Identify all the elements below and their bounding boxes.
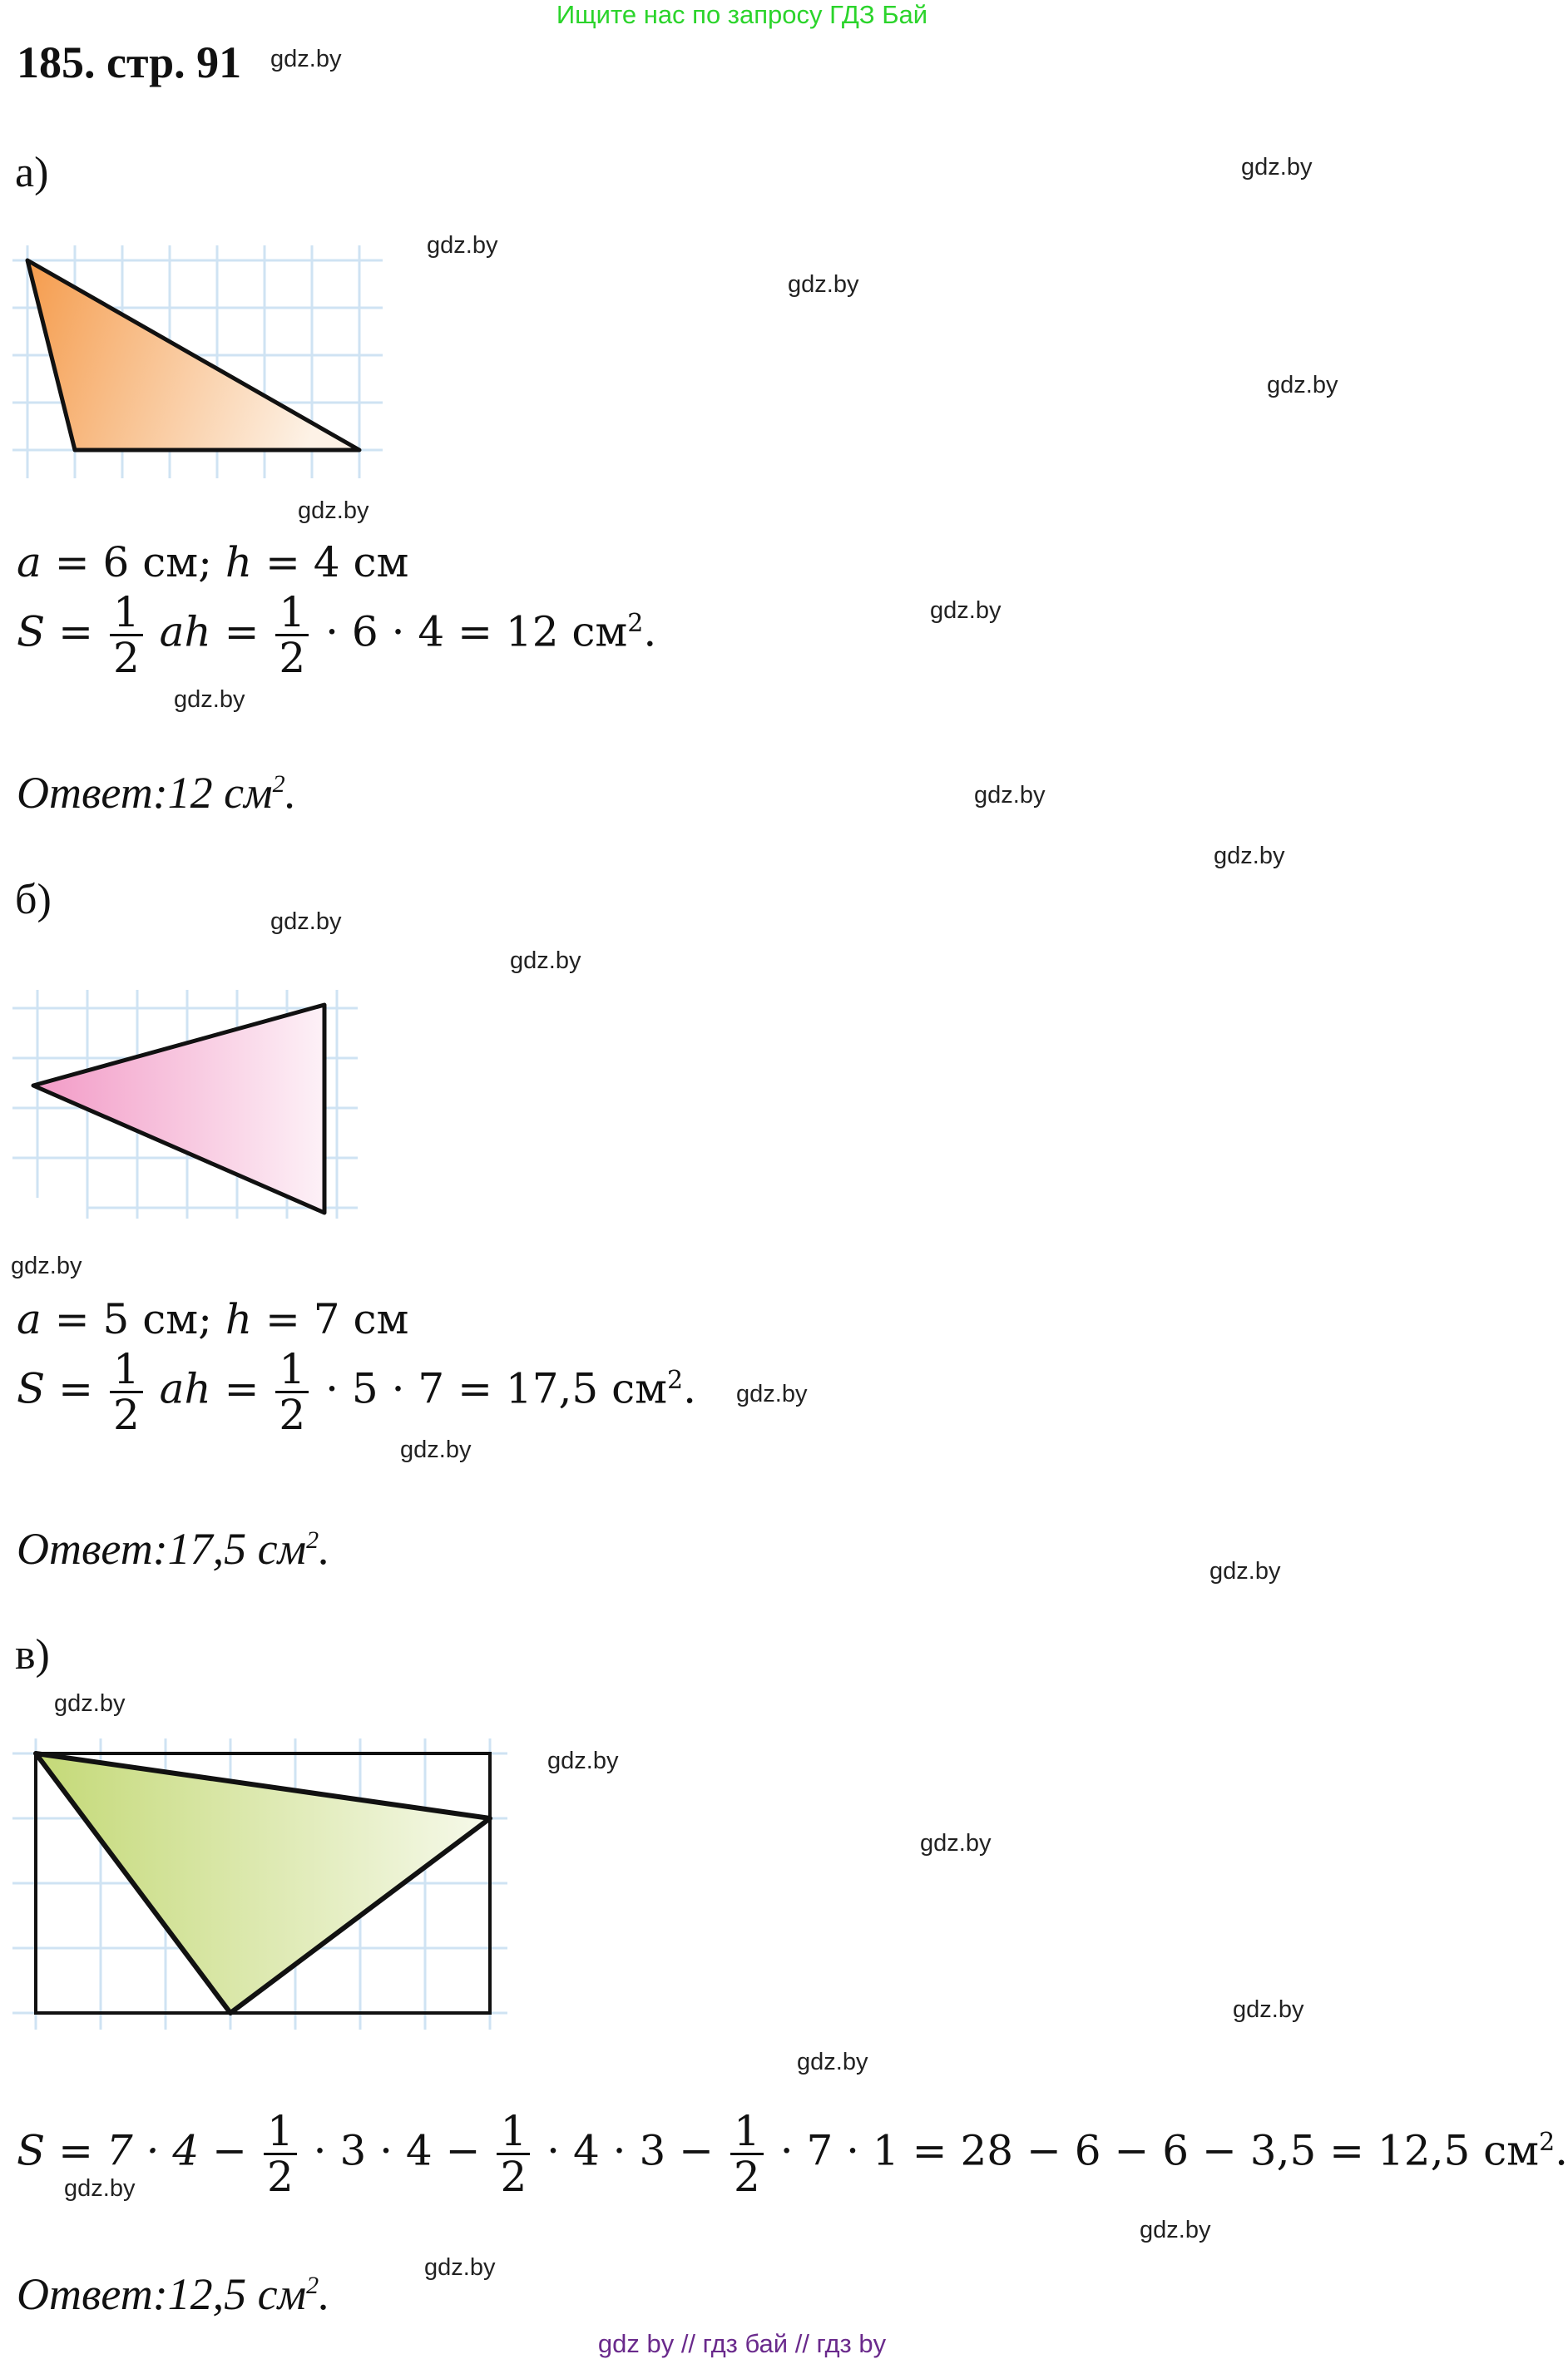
fraction: $\frac{1}{2}$ — [730, 2109, 764, 2198]
part-b-label: б) — [15, 876, 52, 923]
value-h: = 7 см — [265, 1295, 409, 1343]
page-title: 185. стр. 91 — [17, 37, 242, 87]
top-banner: Ищите нас по запросу ГДЗ Бай — [556, 0, 928, 29]
var-h: h — [225, 538, 253, 586]
watermark: gdz.by — [920, 1830, 992, 1857]
formula-a: S = $\frac{1}{2}$ ah = $\frac{1}{2}$ · 6 · 4 = 12 $см^2$. — [17, 588, 657, 682]
part-c-label: в) — [15, 1631, 50, 1679]
watermark: gdz.by — [1267, 372, 1338, 398]
watermark: gdz.by — [510, 947, 581, 974]
value-a: = 5 см; — [54, 1295, 212, 1343]
watermark: gdz.by — [547, 1748, 619, 1774]
answer-a: Ответ:12 $см^2$. — [17, 768, 297, 818]
part-a-label: а) — [15, 149, 49, 196]
watermark: gdz.by — [736, 1381, 808, 1407]
figure-c-rectangle-triangle — [12, 1738, 512, 2038]
watermark: gdz.by — [797, 2049, 868, 2075]
figure-a-triangle — [12, 245, 395, 487]
watermark: gdz.by — [1214, 843, 1285, 869]
value-a: = 6 см; — [54, 538, 212, 586]
formula-c: S = 7 · 4 − $\frac{1}{2}$ · 3 · 4 − $\frac{1}{2}$ · 4 · 3 − $\frac{1}{2}$ · 7 · 1 = 28 − 6 − 6 − 3,5 = 12,5 $см^2$. — [17, 2107, 1568, 2201]
formula-lhs: S = — [17, 607, 94, 656]
given-a — [17, 537, 408, 587]
var-a: a — [17, 538, 42, 586]
watermark: gdz.by — [11, 1253, 82, 1279]
watermark: gdz.by — [930, 597, 1002, 624]
watermark: gdz.by — [1140, 2217, 1211, 2243]
watermark: gdz.by — [54, 1690, 126, 1717]
var-a: a — [17, 1295, 42, 1343]
formula-term: · 3 · 4 − — [313, 2126, 481, 2175]
watermark: gdz.by — [298, 497, 369, 524]
fraction: $\frac{1}{2}$ — [264, 2109, 297, 2198]
formula-term: · 4 · 3 − — [547, 2126, 715, 2175]
watermark: gdz.by — [424, 2254, 496, 2281]
watermark: gdz.by — [400, 1437, 472, 1463]
figure-b-triangle — [12, 990, 370, 1231]
fraction: $\frac{1}{2}$ — [110, 591, 143, 680]
watermark: gdz.by — [427, 232, 498, 259]
answer-b: Ответ:17,5 $см^2$. — [17, 1524, 330, 1574]
footer-links[interactable]: gdz by // гдз бай // гдз by — [597, 2329, 887, 2358]
fraction: $\frac{1}{2}$ — [497, 2109, 530, 2198]
fraction: $\frac{1}{2}$ — [275, 1348, 309, 1437]
watermark: gdz.by — [1233, 1996, 1304, 2023]
watermark: gdz.by — [174, 686, 245, 713]
value-h: = 4 см — [265, 538, 409, 586]
watermark: gdz.by — [270, 908, 342, 935]
formula-lhs: S = 7 · 4 − — [17, 2126, 248, 2175]
formula-b: S = $\frac{1}{2}$ ah = $\frac{1}{2}$ · 5 · 7 = 17,5 $см^2$. — [17, 1345, 696, 1439]
watermark: gdz.by — [1241, 154, 1313, 181]
formula-mid: ah = — [159, 607, 260, 656]
watermark: gdz.by — [1209, 1558, 1281, 1585]
formula-rest: · 6 · 4 = 12 см — [325, 607, 628, 656]
formula-mid: ah = — [159, 1364, 260, 1413]
fraction: $\frac{1}{2}$ — [275, 591, 309, 680]
watermark: gdz.by — [270, 46, 342, 72]
formula-rest: · 5 · 7 = 17,5 см — [325, 1364, 667, 1413]
formula-term: · 7 · 1 = 28 − 6 − 6 − 3,5 = 12,5 см — [779, 2126, 1540, 2175]
watermark: gdz.by — [788, 271, 859, 298]
fraction: $\frac{1}{2}$ — [110, 1348, 143, 1437]
formula-lhs: S = — [17, 1364, 94, 1413]
watermark: gdz.by — [974, 782, 1046, 809]
given-b — [17, 1294, 408, 1344]
answer-c: Ответ:12,5 $см^2$. — [17, 2269, 330, 2319]
var-h: h — [225, 1295, 253, 1343]
watermark: gdz.by — [64, 2175, 136, 2202]
